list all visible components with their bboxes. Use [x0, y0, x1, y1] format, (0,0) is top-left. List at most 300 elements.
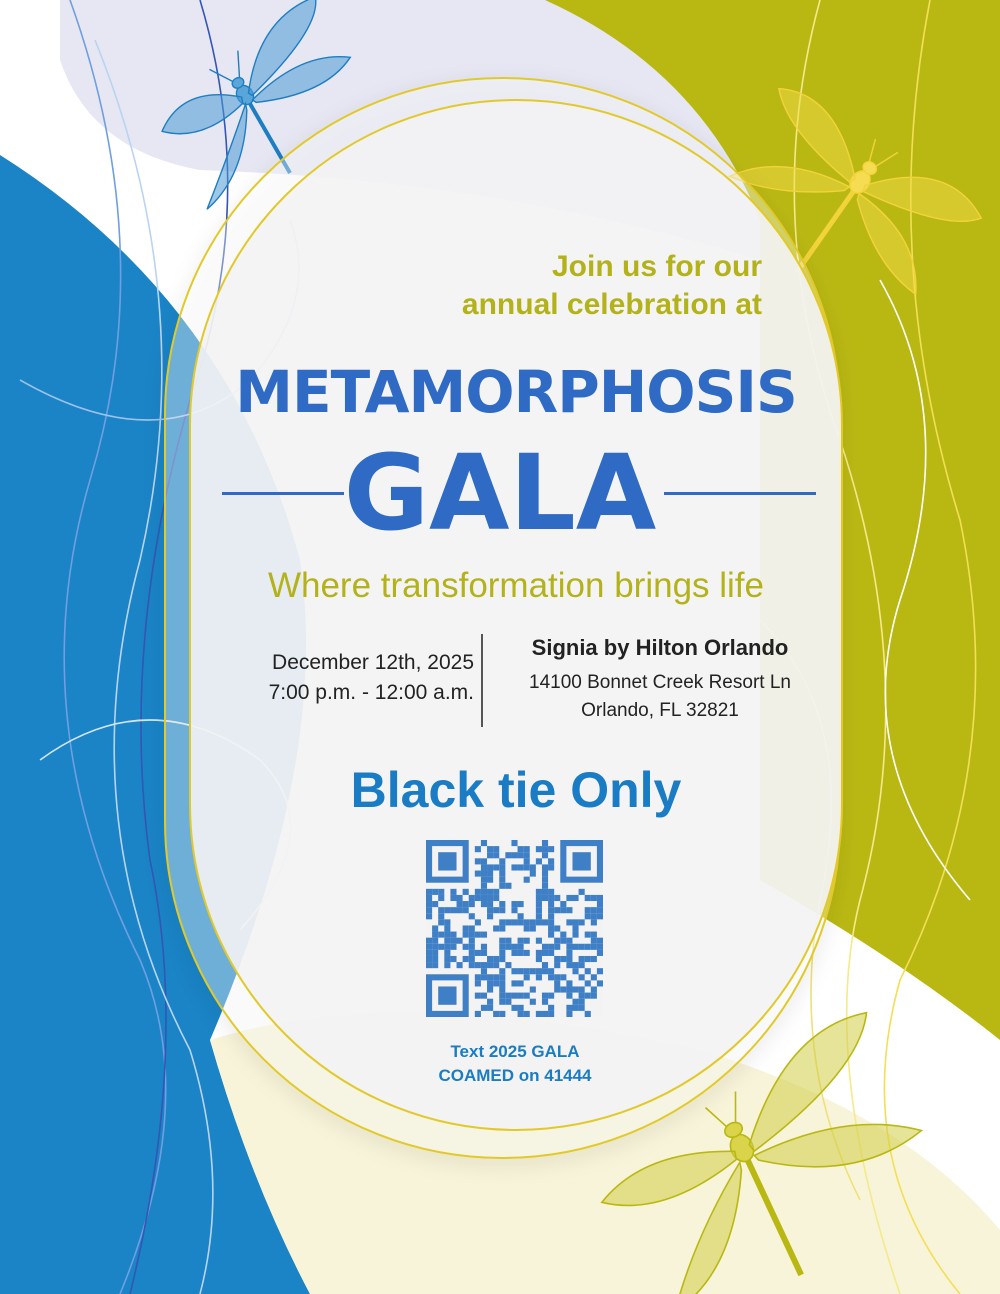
qr-module: [554, 974, 560, 980]
qr-module: [487, 846, 493, 852]
qr-module: [450, 938, 456, 944]
qr-module: [536, 974, 542, 980]
qr-module: [499, 864, 505, 870]
qr-module: [475, 932, 481, 938]
qr-module: [469, 956, 475, 962]
qr-module: [475, 993, 481, 999]
invite-line-1: Join us for our: [552, 250, 762, 283]
qr-module: [560, 986, 566, 992]
qr-finder-inner: [438, 852, 456, 870]
qr-module: [487, 901, 493, 907]
qr-module: [591, 895, 597, 901]
qr-module: [505, 852, 511, 858]
qr-module: [518, 901, 524, 907]
qr-module: [487, 864, 493, 870]
qr-module: [548, 974, 554, 980]
qr-module: [505, 883, 511, 889]
qr-module: [487, 974, 493, 980]
qr-module: [524, 858, 530, 864]
qr-module: [536, 846, 542, 852]
qr-module: [481, 883, 487, 889]
qr-module: [579, 986, 585, 992]
qr-module: [463, 889, 469, 895]
qr-module: [560, 901, 566, 907]
qr-module: [536, 913, 542, 919]
qr-module: [524, 974, 530, 980]
qr-module: [438, 944, 444, 950]
title-rule-left: [222, 492, 344, 495]
qr-module: [444, 938, 450, 944]
qr-module: [566, 950, 572, 956]
qr-module: [548, 846, 554, 852]
qr-module: [585, 968, 591, 974]
qr-module: [469, 895, 475, 901]
qr-module: [475, 950, 481, 956]
qr-module: [499, 901, 505, 907]
qr-module: [469, 938, 475, 944]
qr-module: [548, 1011, 554, 1017]
qr-module: [548, 858, 554, 864]
qr-module: [438, 907, 444, 913]
qr-module: [554, 956, 560, 962]
qr-module: [536, 895, 542, 901]
qr-module: [463, 956, 469, 962]
qr-module: [493, 907, 499, 913]
qr-module: [548, 864, 554, 870]
qr-module: [566, 907, 572, 913]
qr-module: [548, 950, 554, 956]
tagline: Where transformation brings life: [267, 566, 765, 605]
qr-module: [487, 877, 493, 883]
qr-module: [524, 852, 530, 858]
qr-module: [530, 871, 536, 877]
qr-module: [487, 871, 493, 877]
qr-module: [524, 993, 530, 999]
qr-module: [481, 877, 487, 883]
qr-module: [493, 889, 499, 895]
event-title-line-2: GALA: [343, 432, 657, 554]
qr-module: [536, 956, 542, 962]
qr-module: [579, 944, 585, 950]
qr-module: [487, 986, 493, 992]
qr-module: [536, 919, 542, 925]
qr-module: [579, 919, 585, 925]
qr-module: [530, 986, 536, 992]
qr-module: [591, 938, 597, 944]
qr-module: [487, 1005, 493, 1011]
qr-module: [579, 974, 585, 980]
qr-module: [444, 932, 450, 938]
qr-module: [554, 944, 560, 950]
qr-module: [591, 913, 597, 919]
qr-module: [597, 938, 603, 944]
qr-module: [475, 871, 481, 877]
qr-module: [548, 889, 554, 895]
qr-module: [481, 889, 487, 895]
qr-module: [475, 962, 481, 968]
qr-module: [475, 919, 481, 925]
qr-module: [585, 895, 591, 901]
qr-module: [450, 932, 456, 938]
qr-module: [481, 974, 487, 980]
qr-module: [499, 858, 505, 864]
qr-module: [518, 968, 524, 974]
event-schedule: [196, 648, 474, 708]
qr-module: [518, 919, 524, 925]
qr-module: [499, 877, 505, 883]
qr-module: [499, 999, 505, 1005]
event-date: December 12th, 2025: [272, 651, 474, 674]
qr-module: [499, 986, 505, 992]
qr-module: [499, 925, 505, 931]
qr-module: [524, 950, 530, 956]
qr-module: [505, 993, 511, 999]
qr-module: [487, 980, 493, 986]
qr-module: [457, 895, 463, 901]
qr-module: [487, 999, 493, 1005]
qr-module: [493, 895, 499, 901]
invite-line-2: annual celebration at: [461, 288, 762, 321]
qr-module: [597, 895, 603, 901]
qr-module: [426, 956, 432, 962]
qr-module: [566, 986, 572, 992]
qr-module: [481, 932, 487, 938]
qr-module: [548, 968, 554, 974]
qr-module: [426, 950, 432, 956]
qr-module: [475, 858, 481, 864]
rsvp-line-2: COAMED on 41444: [438, 1066, 592, 1085]
qr-module: [566, 919, 572, 925]
qr-module: [560, 956, 566, 962]
qr-module: [542, 864, 548, 870]
qr-module: [493, 1011, 499, 1017]
qr-module: [505, 962, 511, 968]
qr-module: [572, 986, 578, 992]
qr-module: [554, 907, 560, 913]
qr-module: [481, 950, 487, 956]
venue-name: Signia by Hilton Orlando: [531, 635, 789, 660]
qr-module: [524, 864, 530, 870]
qr-module: [438, 932, 444, 938]
qr-module: [432, 901, 438, 907]
qr-module: [493, 864, 499, 870]
qr-module: [572, 968, 578, 974]
qr-module: [444, 956, 450, 962]
qr-module: [548, 932, 554, 938]
qr-module: [450, 956, 456, 962]
qr-module: [548, 944, 554, 950]
qr-module: [542, 968, 548, 974]
qr-module: [499, 956, 505, 962]
qr-module: [585, 956, 591, 962]
qr-module: [560, 907, 566, 913]
qr-module: [432, 944, 438, 950]
qr-module: [518, 993, 524, 999]
qr-module: [560, 932, 566, 938]
qr-module: [518, 913, 524, 919]
qr-module: [481, 962, 487, 968]
dress-code: Black tie Only: [350, 762, 682, 818]
qr-module: [505, 919, 511, 925]
qr-module: [444, 907, 450, 913]
qr-module: [554, 962, 560, 968]
qr-module: [554, 925, 560, 931]
venue-address-line-1: 14100 Bonnet Creek Resort Ln: [529, 672, 791, 693]
qr-module: [518, 950, 524, 956]
qr-module: [536, 901, 542, 907]
qr-finder-inner: [438, 986, 456, 1004]
qr-module: [511, 852, 517, 858]
qr-module: [505, 938, 511, 944]
qr-module: [585, 944, 591, 950]
qr-module: [542, 871, 548, 877]
qr-module: [536, 968, 542, 974]
qr-module: [542, 889, 548, 895]
qr-module: [591, 956, 597, 962]
qr-module: [530, 864, 536, 870]
qr-module: [572, 919, 578, 925]
qr-module: [432, 956, 438, 962]
qr-module: [591, 932, 597, 938]
qr-module: [518, 864, 524, 870]
qr-module: [566, 1011, 572, 1017]
qr-module: [548, 919, 554, 925]
qr-module: [524, 968, 530, 974]
qr-module: [572, 999, 578, 1005]
qr-module: [511, 919, 517, 925]
qr-module: [530, 919, 536, 925]
qr-module: [487, 913, 493, 919]
venue-address-line-2: Orlando, FL 32821: [581, 700, 739, 721]
qr-module: [475, 889, 481, 895]
qr-module: [566, 993, 572, 999]
qr-module: [469, 950, 475, 956]
qr-module: [572, 895, 578, 901]
qr-module: [426, 913, 432, 919]
qr-module: [542, 919, 548, 925]
qr-module: [481, 1005, 487, 1011]
qr-module: [560, 938, 566, 944]
qr-module: [426, 938, 432, 944]
qr-module: [450, 895, 456, 901]
rsvp-text: [390, 1040, 640, 1088]
qr-module: [432, 925, 438, 931]
qr-module: [481, 895, 487, 901]
qr-module: [536, 1011, 542, 1017]
qr-module: [438, 895, 444, 901]
qr-module: [585, 913, 591, 919]
qr-module: [524, 1011, 530, 1017]
qr-module: [432, 938, 438, 944]
qr-module: [450, 944, 456, 950]
qr-module: [463, 907, 469, 913]
qr-module: [499, 907, 505, 913]
qr-module: [511, 980, 517, 986]
qr-module: [542, 999, 548, 1005]
qr-module: [426, 962, 432, 968]
qr-module: [585, 993, 591, 999]
qr-module: [463, 925, 469, 931]
qr-module: [524, 919, 530, 925]
qr-module: [591, 986, 597, 992]
title-rule-right: [664, 492, 816, 495]
qr-module: [536, 889, 542, 895]
qr-module: [572, 1005, 578, 1011]
qr-module: [499, 974, 505, 980]
qr-module: [518, 1005, 524, 1011]
qr-module: [524, 877, 530, 883]
qr-module: [518, 1011, 524, 1017]
qr-module: [597, 907, 603, 913]
qr-module: [591, 919, 597, 925]
qr-module: [450, 889, 456, 895]
qr-module: [475, 980, 481, 986]
qr-module: [469, 925, 475, 931]
qr-module: [548, 907, 554, 913]
qr-module: [542, 993, 548, 999]
qr-module: [469, 901, 475, 907]
qr-module: [591, 907, 597, 913]
qr-module: [548, 993, 554, 999]
qr-module: [475, 1011, 481, 1017]
qr-module: [566, 938, 572, 944]
qr-module: [572, 944, 578, 950]
qr-module: [542, 962, 548, 968]
qr-module: [499, 980, 505, 986]
qr-module: [444, 950, 450, 956]
qr-module: [493, 974, 499, 980]
qr-code[interactable]: [426, 840, 603, 1017]
qr-module: [426, 907, 432, 913]
qr-module: [542, 877, 548, 883]
qr-module: [572, 932, 578, 938]
qr-module: [481, 871, 487, 877]
qr-module: [481, 993, 487, 999]
qr-module: [585, 907, 591, 913]
qr-module: [536, 907, 542, 913]
qr-module: [487, 956, 493, 962]
qr-module: [597, 901, 603, 907]
qr-module: [566, 1005, 572, 1011]
qr-module: [524, 846, 530, 852]
qr-module: [487, 895, 493, 901]
qr-module: [444, 962, 450, 968]
qr-module: [566, 944, 572, 950]
qr-module: [579, 956, 585, 962]
qr-module: [481, 944, 487, 950]
qr-module: [499, 871, 505, 877]
qr-module: [450, 907, 456, 913]
qr-module: [591, 993, 597, 999]
qr-module: [511, 944, 517, 950]
rsvp-line-1: Text 2025 GALA: [450, 1042, 580, 1061]
qr-module: [499, 919, 505, 925]
qr-module: [481, 840, 487, 846]
qr-module: [524, 925, 530, 931]
qr-module: [542, 846, 548, 852]
qr-module: [499, 993, 505, 999]
qr-module: [572, 925, 578, 931]
qr-module: [426, 901, 432, 907]
qr-module: [597, 944, 603, 950]
qr-module: [444, 925, 450, 931]
qr-module: [518, 980, 524, 986]
qr-module: [554, 895, 560, 901]
qr-module: [530, 925, 536, 931]
qr-module: [579, 889, 585, 895]
qr-module: [469, 944, 475, 950]
qr-module: [481, 864, 487, 870]
qr-module: [487, 889, 493, 895]
qr-module: [487, 962, 493, 968]
qr-module: [511, 864, 517, 870]
qr-module: [542, 1011, 548, 1017]
qr-module: [469, 913, 475, 919]
qr-module: [438, 913, 444, 919]
qr-module: [597, 968, 603, 974]
qr-module: [511, 840, 517, 846]
qr-module: [579, 962, 585, 968]
qr-module: [548, 913, 554, 919]
qr-module: [511, 907, 517, 913]
qr-module: [499, 968, 505, 974]
qr-module: [542, 950, 548, 956]
qr-module: [432, 889, 438, 895]
schedule-venue-divider: [481, 634, 483, 727]
qr-module: [542, 944, 548, 950]
qr-module: [554, 938, 560, 944]
qr-module: [493, 846, 499, 852]
qr-module: [426, 944, 432, 950]
qr-module: [511, 968, 517, 974]
qr-module: [536, 950, 542, 956]
qr-module: [475, 846, 481, 852]
qr-module: [432, 962, 438, 968]
venue: [495, 631, 825, 725]
qr-module: [475, 895, 481, 901]
qr-module: [457, 907, 463, 913]
qr-module: [481, 901, 487, 907]
qr-module: [548, 901, 554, 907]
qr-module: [579, 1005, 585, 1011]
qr-module: [597, 913, 603, 919]
qr-module: [457, 938, 463, 944]
qr-module: [518, 938, 524, 944]
qr-module: [530, 968, 536, 974]
qr-module: [579, 993, 585, 999]
qr-module: [438, 919, 444, 925]
qr-module: [469, 962, 475, 968]
qr-module: [554, 986, 560, 992]
qr-module: [530, 999, 536, 1005]
qr-module: [499, 1011, 505, 1017]
qr-module: [542, 840, 548, 846]
qr-module: [554, 980, 560, 986]
qr-module: [499, 938, 505, 944]
qr-module: [481, 968, 487, 974]
qr-module: [585, 1011, 591, 1017]
qr-module: [481, 858, 487, 864]
qr-module: [432, 932, 438, 938]
qr-module: [493, 980, 499, 986]
qr-module: [487, 907, 493, 913]
qr-module: [591, 944, 597, 950]
qr-module: [518, 852, 524, 858]
qr-module: [542, 852, 548, 858]
qr-module: [591, 974, 597, 980]
qr-finder-inner: [572, 852, 590, 870]
qr-module: [499, 883, 505, 889]
